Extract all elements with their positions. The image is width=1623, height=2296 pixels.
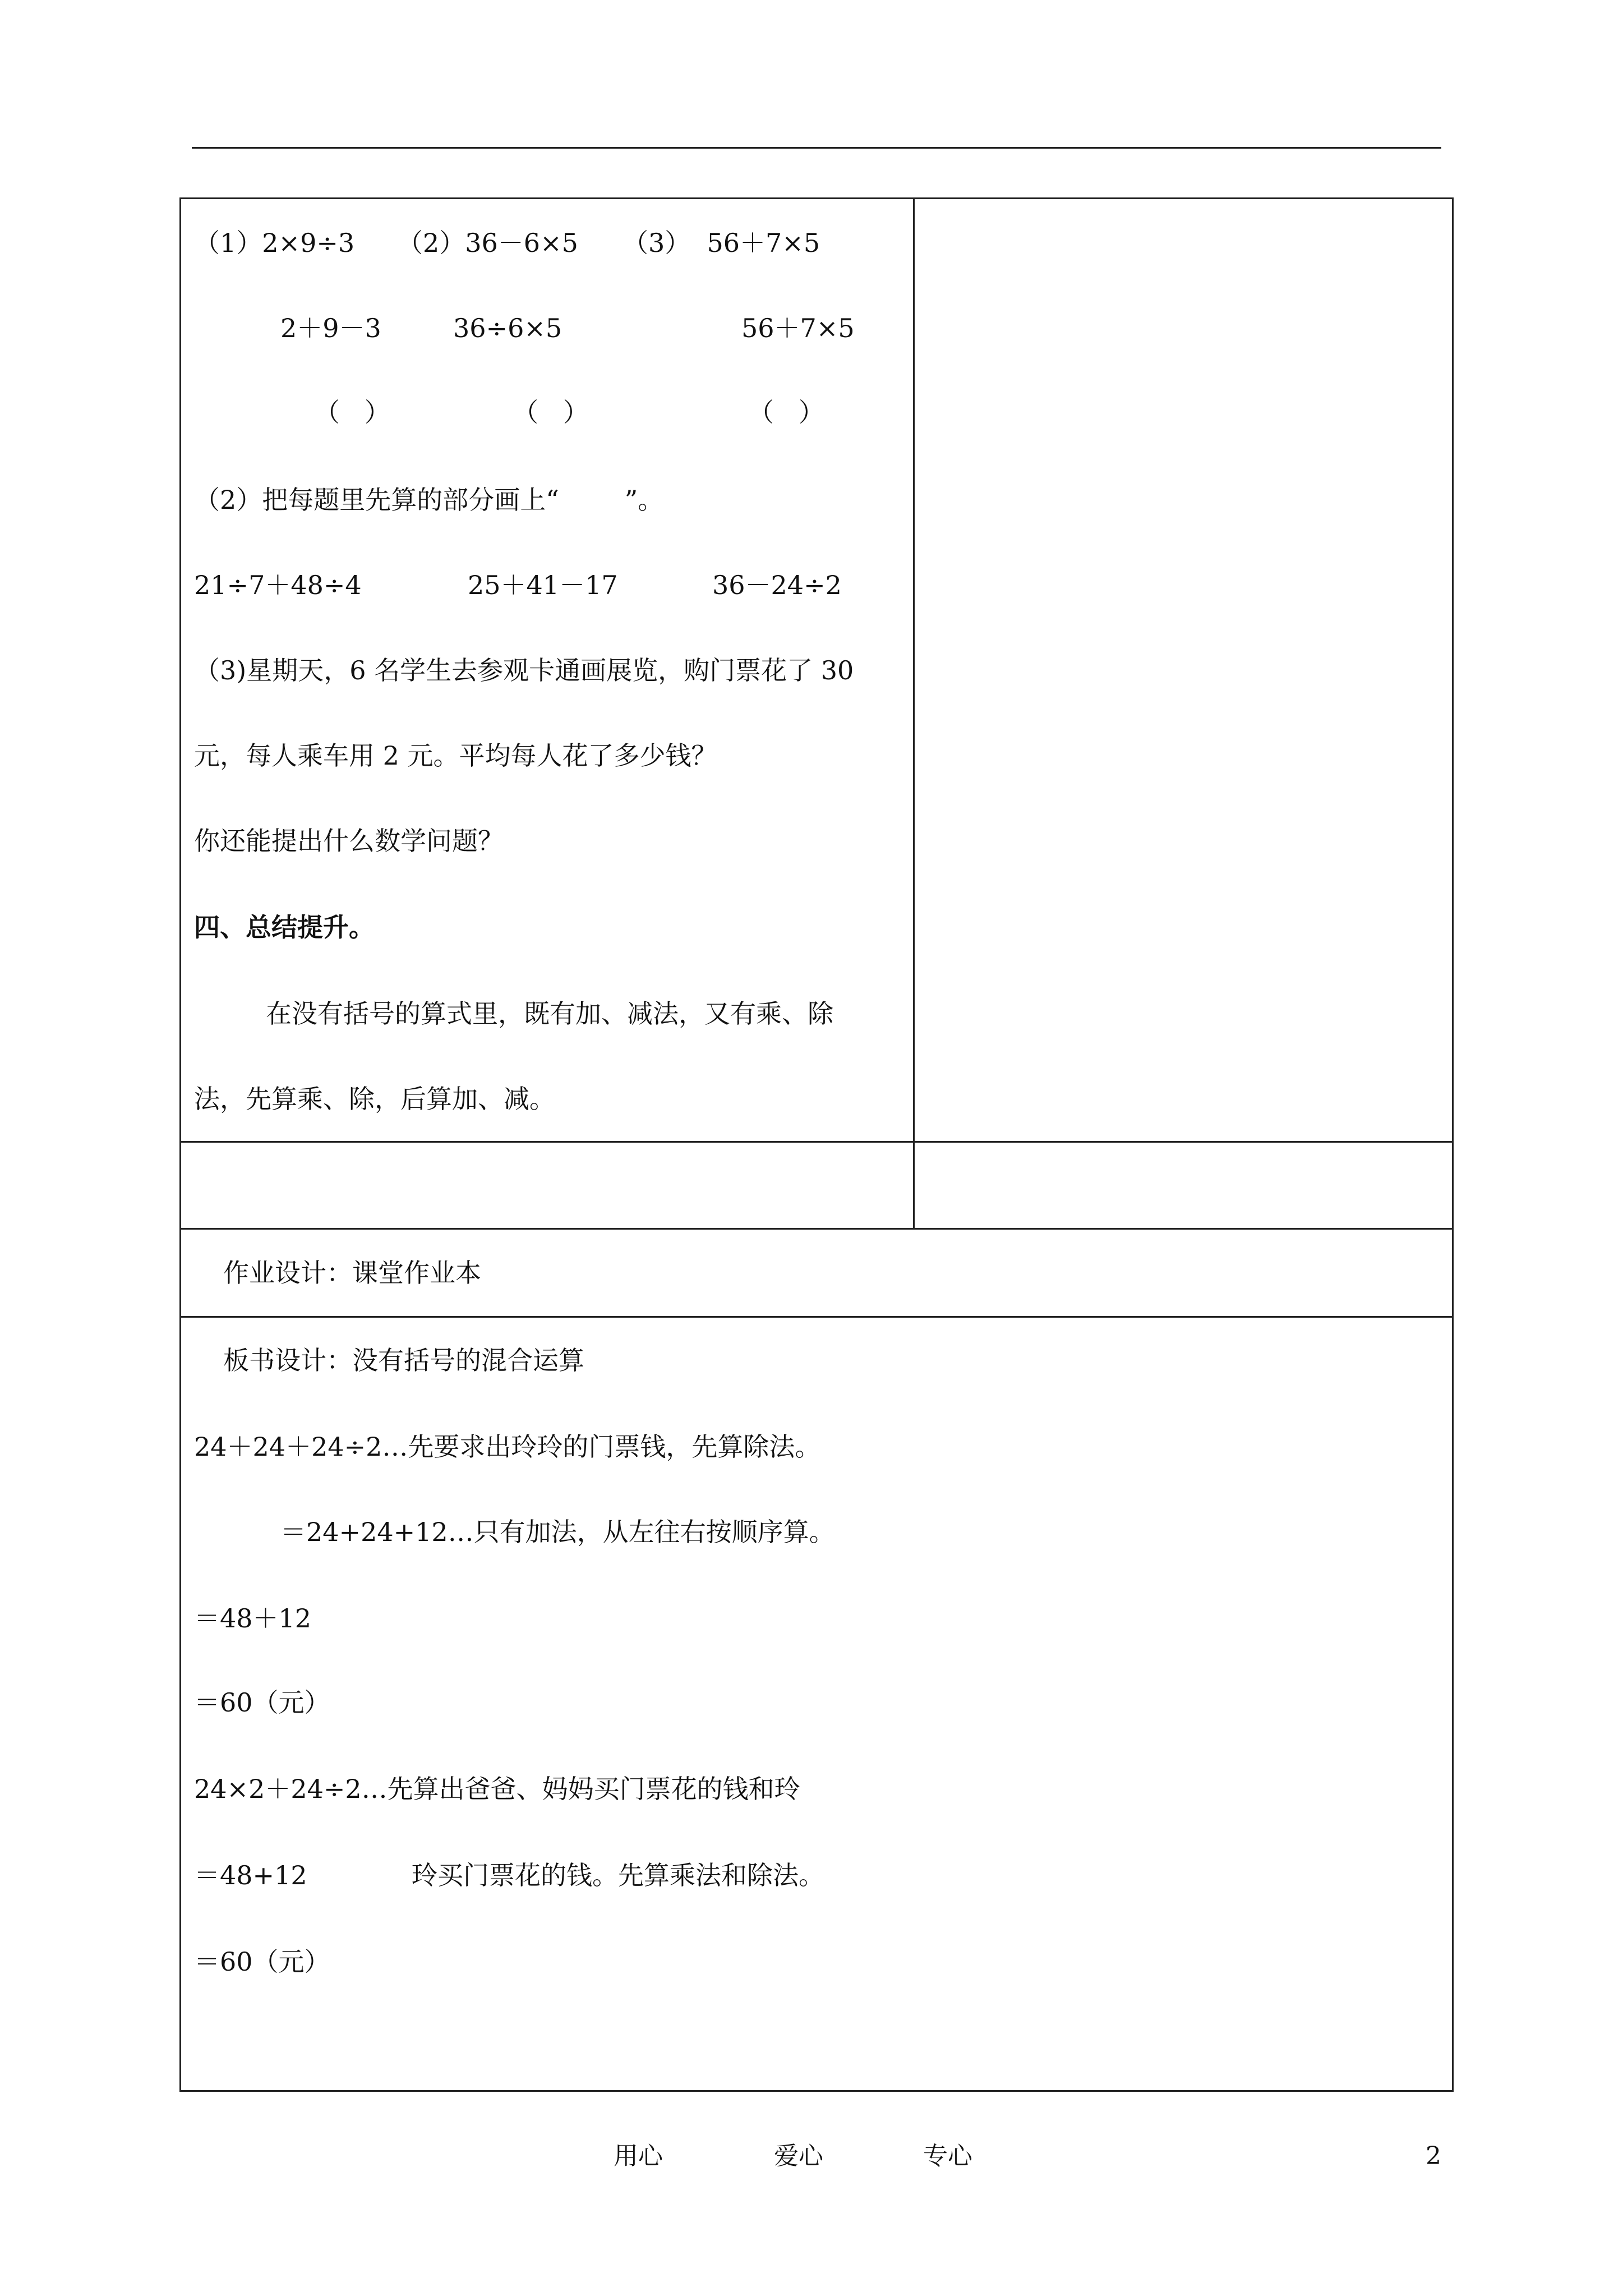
exercise-row1-b: （2）36－6×5: [397, 228, 578, 258]
exercise-row1-c: （3） 56＋7×5: [623, 228, 820, 258]
board-line-2: ＝24+24+12…只有加法，从左往右按顺序算。: [280, 1517, 835, 1547]
footer-text-1: 用心: [614, 2142, 663, 2170]
summary-heading: 四、总结提升。: [194, 912, 375, 942]
question-3-line-2: 元，每人乘车用 2 元。平均每人花了多少钱？: [194, 740, 717, 771]
question-2-item-b: 25＋41－17: [468, 570, 618, 600]
answer-blank-1: （ ）: [314, 397, 390, 427]
table-row-divider-3: [179, 1316, 1454, 1318]
exercise-row1-a: （1）2×9÷3: [194, 228, 355, 258]
question-2-item-a: 21÷7＋48÷4: [194, 570, 362, 600]
answer-blank-3: （ ）: [748, 397, 824, 427]
exercise-row2-b: 36÷6×5: [453, 313, 562, 343]
exercise-row2-c: 56＋7×5: [741, 313, 855, 343]
homework-label: 作业设计：课堂作业本: [223, 1258, 481, 1288]
question-3-line-3: 你还能提出什么数学问题？: [194, 826, 504, 856]
header-rule: [192, 147, 1441, 149]
board-line-8: ＝60（元）: [194, 1947, 330, 1977]
table-top-border: [179, 197, 1454, 199]
question-2-title: （2）把每题里先算的部分画上“ ”。: [194, 485, 664, 515]
summary-line-1: 在没有括号的算式里，既有加、减法，又有乘、除: [266, 999, 833, 1029]
board-line-1: 24＋24＋24÷2…先要求出玲玲的门票钱，先算除法。: [194, 1432, 821, 1462]
footer-text-3: 专心: [923, 2142, 972, 2170]
board-title: 板书设计：没有括号的混合运算: [223, 1345, 584, 1375]
board-line-5: 24×2＋24÷2…先算出爸爸、妈妈买门票花的钱和玲: [194, 1774, 800, 1804]
table-bottom-border: [179, 2090, 1454, 2092]
page-number: 2: [1426, 2142, 1441, 2170]
answer-blank-2: （ ）: [513, 397, 589, 427]
board-line-3: ＝48＋12: [194, 1603, 312, 1634]
table-left-border: [179, 197, 181, 2092]
board-line-7: 玲买门票花的钱。先算乘法和除法。: [412, 1860, 824, 1890]
question-3-line-1: （3)星期天，6 名学生去参观卡通画展览，购门票花了 30: [194, 655, 854, 685]
table-column-divider: [913, 197, 915, 1230]
board-line-6: ＝48+12: [194, 1860, 307, 1890]
table-right-border: [1452, 197, 1454, 2092]
table-row-divider-1: [179, 1141, 1454, 1143]
question-2-item-c: 36－24÷2: [712, 570, 842, 600]
exercise-row2-a: 2＋9－3: [280, 313, 381, 343]
board-line-4: ＝60（元）: [194, 1687, 330, 1718]
footer-text-2: 爱心: [774, 2142, 823, 2170]
table-row-divider-2: [179, 1228, 1454, 1230]
summary-line-2: 法，先算乘、除，后算加、减。: [194, 1084, 555, 1114]
